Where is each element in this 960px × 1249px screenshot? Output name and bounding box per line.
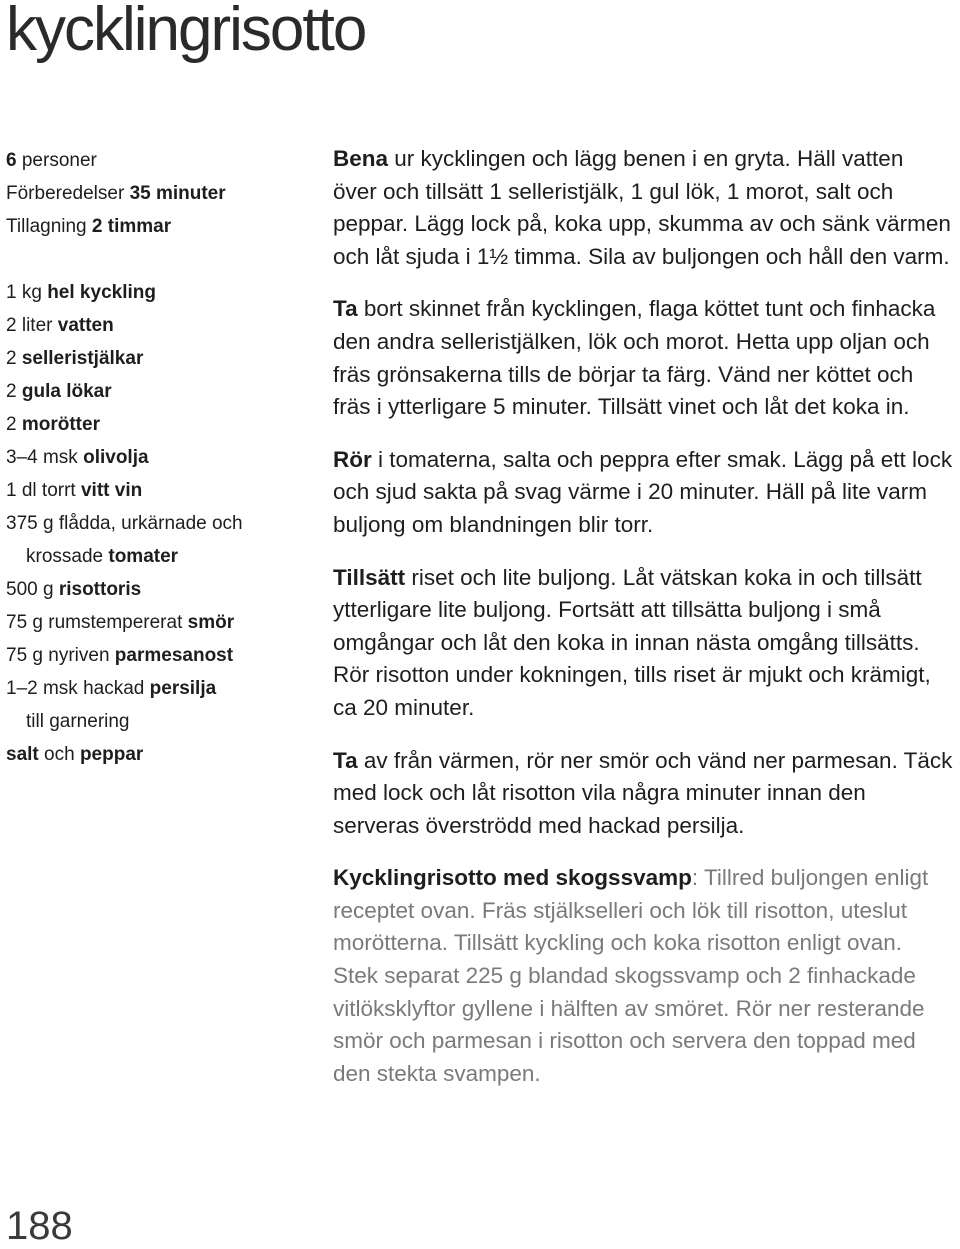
ingredient-item: 3–4 msk olivolja bbox=[6, 447, 149, 468]
ingredient-item: 2 morötter bbox=[6, 414, 100, 435]
recipe-meta bbox=[6, 144, 306, 243]
instruction-step: Ta bort skinnet från kycklingen, flaga köttet tunt och finhacka den andra selleristjälken, lök och morot. Hetta upp oljan och fräs grönsakerna tills de börjar ta färg. Vänd ner köttet och fräs i ytterligare 5 minuter. Tillsätt vinet och låt det koka in. bbox=[333, 296, 936, 420]
variation-note: Kycklingrisotto med skogssvamp: Tillred buljongen enligt receptet ovan. Fräs stjälkselleri och lök till risotton, uteslut morötterna. Tillsätt kyckling och koka risotton enligt ovan. Stek separat 225 g blandad skogssvamp och 2 finhackade vitlöksklyftor gyllene i hälften av smöret. Rör ner resterande smör och parmesan i risotton och servera den toppad med den stekta svampen. bbox=[333, 865, 929, 1086]
ingredient-item: 75 g nyriven parmesanost bbox=[6, 645, 234, 666]
ingredient-item: 75 g rumstempererat smör bbox=[6, 612, 235, 633]
ingredient-item: 1–2 msk hackad persilja bbox=[6, 678, 217, 699]
ingredient-item: 1 dl torrt vitt vin bbox=[6, 480, 143, 501]
ingredient-item: 1 kg hel kyckling bbox=[6, 282, 156, 303]
instruction-step: Ta av från värmen, rör ner smör och vänd ner parmesan. Täck med lock och låt risotton vila några minuter innan den serveras överströdd med hackad persilja. bbox=[333, 747, 953, 838]
ingredient-item: krossade tomater bbox=[26, 546, 179, 567]
ingredient-item: till garnering bbox=[26, 711, 130, 732]
instruction-step: Tillsätt riset och lite buljong. Låt vätskan koka in och tillsätt ytterligare lite buljong. Fortsätt att tillsätta buljong i små omgångar och låt den koka in innan nästa omgång tillsätts. Rör risotton under kokningen, tills riset är mjukt och krämigt, ca 20 minuter. bbox=[333, 564, 931, 720]
ingredient-item: 2 selleristjälkar bbox=[6, 348, 144, 369]
ingredient-item: salt och peppar bbox=[6, 744, 144, 765]
ingredient-item: 2 gula lökar bbox=[6, 381, 112, 402]
instructions bbox=[333, 143, 953, 1090]
instruction-step: Bena ur kycklingen och lägg benen i en gryta. Häll vatten över och tillsätt 1 selleristjälk, 1 gul lök, 1 morot, salt och peppar. Lägg lock på, koka upp, skumma av och sänk värmen och låt sjuda i 1½ timma. Sila av buljongen och håll den varm. bbox=[333, 146, 951, 269]
cook-time: Tillagning 2 timmar bbox=[6, 216, 172, 237]
variation-title: Kycklingrisotto med skogssvamp bbox=[333, 865, 692, 891]
ingredient-item: 500 g risottoris bbox=[6, 579, 142, 600]
instruction-step: Rör i tomaterna, salta och peppra efter smak. Lägg på ett lock och sjud sakta på svag värme i 20 minuter. Häll på lite varm buljong om blandningen blir torr. bbox=[333, 446, 953, 537]
ingredient-item: 375 g flådda, urkärnade och bbox=[6, 513, 243, 534]
ingredient-item: 2 liter vatten bbox=[6, 315, 114, 336]
servings: 6 personer bbox=[6, 150, 97, 171]
page-title: kycklingrisotto bbox=[6, 0, 366, 64]
ingredient-list bbox=[6, 276, 316, 771]
page-number: 188 bbox=[6, 1204, 73, 1248]
variation-text: Tillred buljongen enligt receptet ovan. Fräs stjälkselleri och lök till risotton, uteslut morötterna. Tillsätt kyckling och koka risotton enligt ovan. Stek separat 225 g blandad skogssvamp och 2 finhackade vitlöksklyftor gyllene i hälften av smöret. Rör ner resterande smör och parmesan i risotton och servera den toppad med den stekta svampen. bbox=[333, 865, 929, 1086]
prep-time: Förberedelser 35 minuter bbox=[6, 183, 226, 204]
